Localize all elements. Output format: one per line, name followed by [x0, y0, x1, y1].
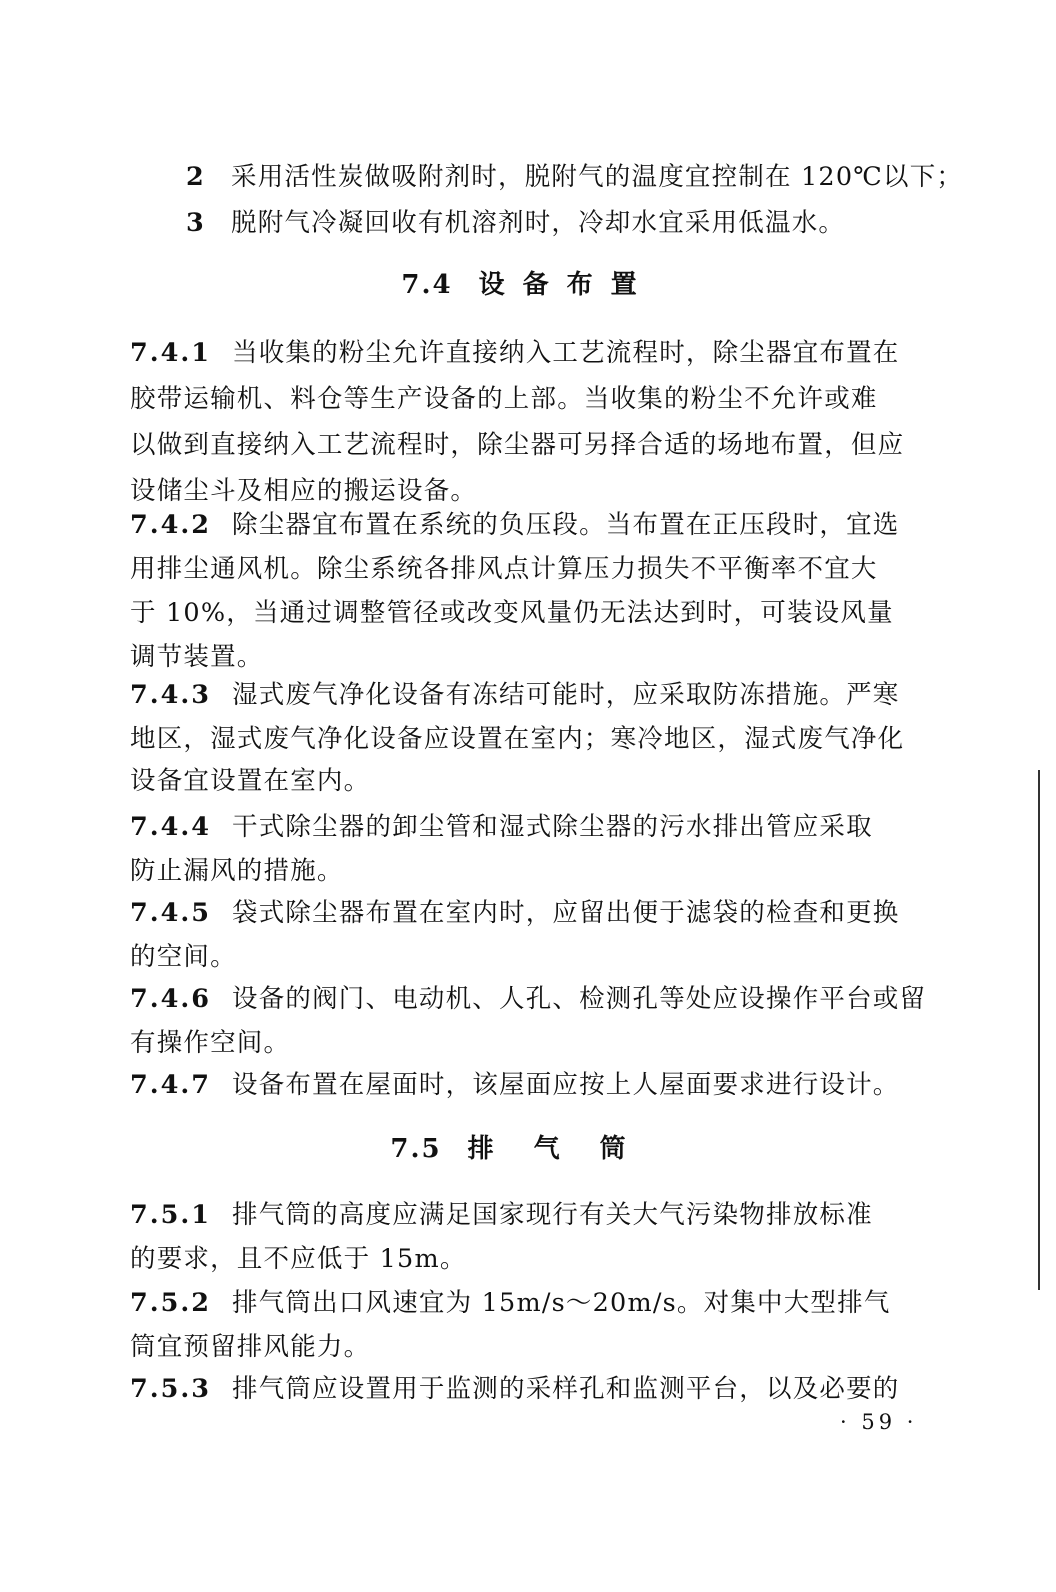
section-title: 设备布置 [478, 270, 655, 300]
clause-text-line: 地区，湿式废气净化设备应设置在室内；寒冷地区，湿式废气净化 [130, 724, 905, 754]
list-item-text: 采用活性炭做吸附剂时，脱附气的温度宜控制在 120℃以下； [231, 162, 964, 192]
clause-text-line: 设备宜设置在室内。 [130, 766, 371, 796]
clause-7-4-6 [130, 976, 950, 1022]
clause-7-4-3 [130, 672, 950, 718]
clause-text-line: 设备布置在屋面时，该屋面应按上人屋面要求进行设计。 [232, 1070, 900, 1100]
clause-text-line: 排气筒出口风速宜为 15m/s～20m/s。对集中大型排气 [232, 1288, 891, 1318]
clause-7-4-5 [130, 890, 950, 936]
clause-text-line: 筒宜预留排风能力。 [130, 1332, 371, 1362]
clause-text-line: 胶带运输机、料仓等生产设备的上部。当收集的粉尘不允许或难 [130, 384, 878, 414]
section-number: 7.4 [401, 270, 453, 300]
clause-text-line: 干式除尘器的卸尘管和湿式除尘器的污水排出管应采取 [232, 812, 873, 842]
clause-text-line: 的要求，且不应低于 15m。 [130, 1244, 467, 1274]
clause-number: 7.4.6 [130, 984, 211, 1014]
clause-7-5-2 [130, 1280, 950, 1326]
clause-number: 7.4.2 [130, 510, 211, 540]
clause-number: 7.4.1 [130, 338, 211, 368]
clause-number: 7.5.2 [130, 1288, 211, 1318]
clause-text-line: 于 10%，当通过调整管径或改变风量仍无法达到时，可装设风量 [130, 598, 894, 628]
section-number: 7.5 [390, 1134, 442, 1164]
clause-number: 7.4.4 [130, 812, 211, 842]
clause-text-line: 调节装置。 [130, 642, 264, 672]
clause-text-line: 有操作空间。 [130, 1028, 291, 1058]
clause-text-line: 排气筒应设置用于监测的采样孔和监测平台，以及必要的 [232, 1374, 900, 1404]
clause-text-line: 袋式除尘器布置在室内时，应留出便于滤袋的检查和更换 [232, 898, 900, 928]
clause-text-line: 设备的阀门、电动机、人孔、检测孔等处应设操作平台或留 [232, 984, 927, 1014]
clause-text-line: 排气筒的高度应满足国家现行有关大气污染物排放标准 [232, 1200, 873, 1230]
clause-7-4-7 [130, 1062, 950, 1108]
clause-7-4-1 [130, 330, 950, 376]
section-heading-7-4 [0, 262, 1056, 308]
list-item [186, 200, 1006, 246]
page-number: · 59 · [840, 1410, 918, 1434]
clause-7-5-1 [130, 1192, 950, 1238]
section-title: 排气筒 [467, 1134, 666, 1164]
clause-number: 7.5.1 [130, 1200, 211, 1230]
section-heading-7-5 [0, 1126, 1056, 1172]
clause-number: 7.4.7 [130, 1070, 211, 1100]
clause-number: 7.5.3 [130, 1374, 211, 1404]
clause-text-line: 用排尘通风机。除尘系统各排风点计算压力损失不平衡率不宜大 [130, 554, 878, 584]
list-item-number: 3 [186, 208, 205, 238]
clause-number: 7.4.5 [130, 898, 211, 928]
clause-text-line: 湿式废气净化设备有冻结可能时，应采取防冻措施。严寒 [232, 680, 900, 710]
scan-edge-line [1038, 770, 1040, 1290]
clause-text-line: 的空间。 [130, 942, 237, 972]
clause-number: 7.4.3 [130, 680, 211, 710]
clause-text-line: 设储尘斗及相应的搬运设备。 [130, 476, 478, 506]
clause-text-line: 防止漏风的措施。 [130, 856, 344, 886]
clause-7-5-3 [130, 1366, 950, 1412]
clause-text-line: 以做到直接纳入工艺流程时，除尘器可另择合适的场地布置，但应 [130, 430, 905, 460]
clause-text-line: 除尘器宜布置在系统的负压段。当布置在正压段时，宜选 [232, 510, 900, 540]
list-item-text: 脱附气冷凝回收有机溶剂时，冷却水宜采用低温水。 [231, 208, 846, 238]
clause-7-4-4 [130, 804, 950, 850]
list-item-number: 2 [186, 162, 205, 192]
clause-text-line: 当收集的粉尘允许直接纳入工艺流程时，除尘器宜布置在 [232, 338, 900, 368]
list-item [186, 154, 1006, 200]
clause-7-4-2 [130, 502, 950, 548]
